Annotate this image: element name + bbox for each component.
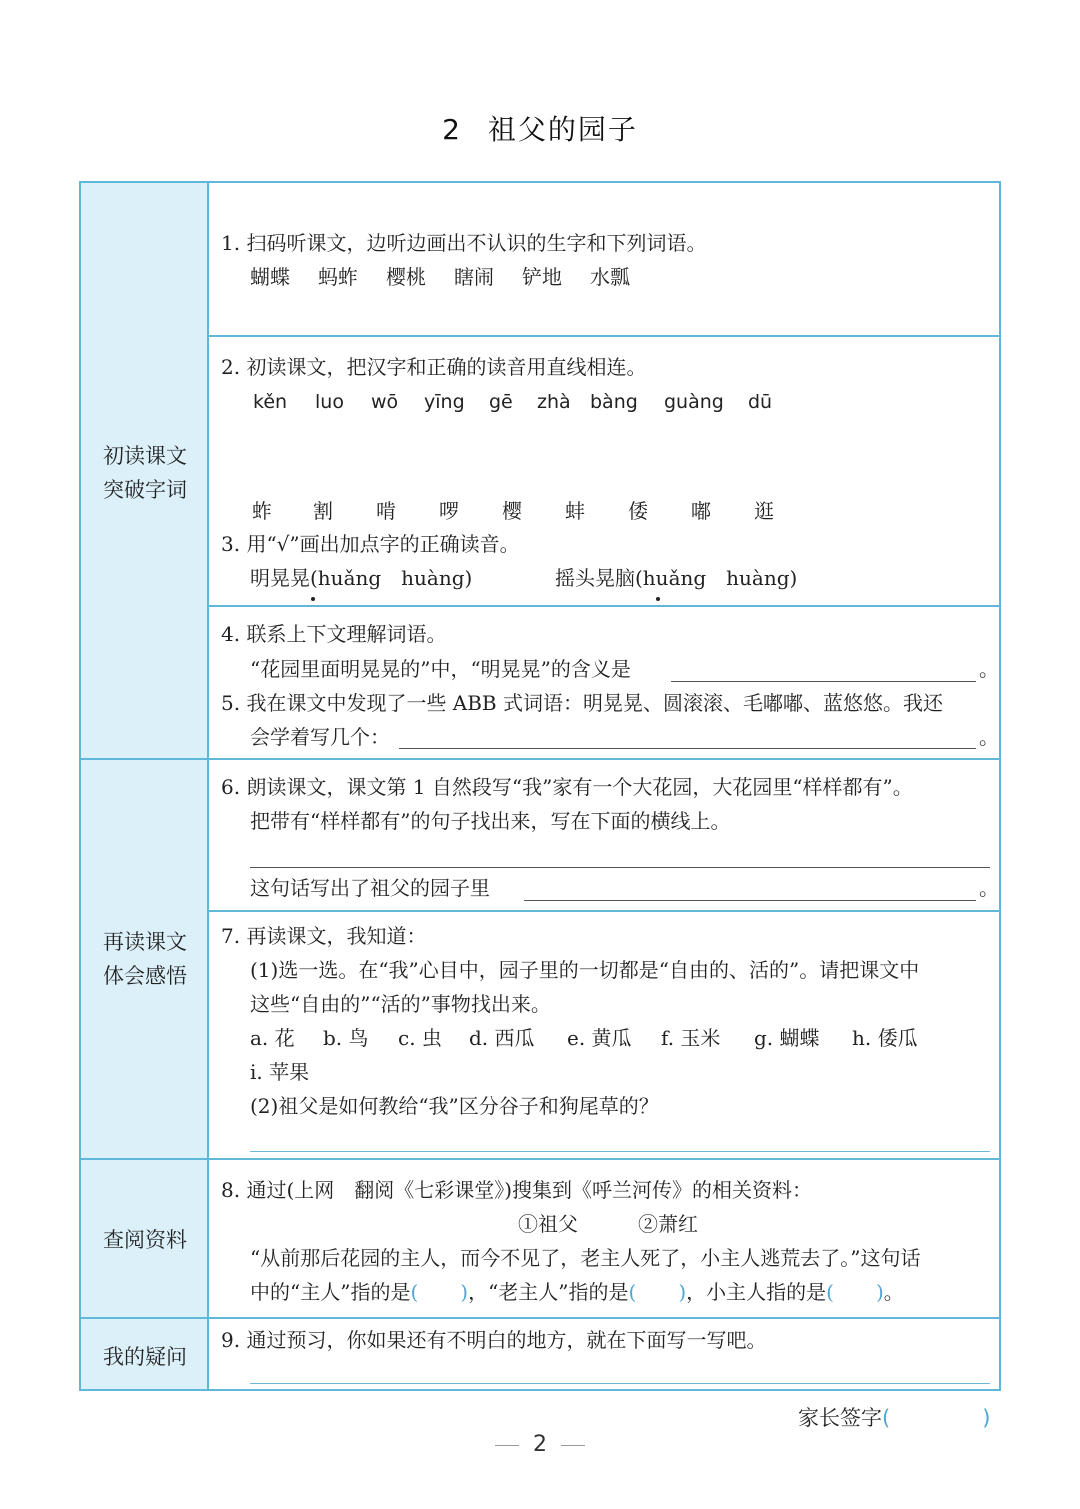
- q7-option: b. 鸟: [323, 1026, 369, 1050]
- q8-choices: ①祖父 ②萧红: [518, 1212, 698, 1236]
- q9-answer-line[interactable]: [250, 1383, 990, 1384]
- q7-option: g. 蝴蝶: [754, 1026, 820, 1050]
- q7-answer-line[interactable]: [250, 1151, 990, 1152]
- question-1: 1. 扫码听课文，边听边画出不认识的生字和下列词语。: [221, 231, 707, 255]
- lesson-number: 2: [442, 113, 462, 146]
- q2-pinyin: bàng: [590, 391, 638, 413]
- q7-option: i. 苹果: [250, 1060, 310, 1084]
- q6-line3: 这句话写出了祖父的园子里: [250, 876, 490, 900]
- q3-item: 明晃晃(huǎng huàng): [250, 566, 473, 590]
- question-7: 7. 再读课文，我知道：: [221, 924, 427, 948]
- question-4: 4. 联系上下文理解词语。: [221, 622, 447, 646]
- section-label-second-reading: 再读课文 体会感悟: [103, 930, 187, 988]
- q3-item: 摇头晃脑(huǎng huàng): [555, 566, 798, 590]
- q1-word: 樱桃: [386, 265, 426, 289]
- q5-answer-line[interactable]: [399, 748, 976, 749]
- divider: [81, 1158, 999, 1160]
- q2-pinyin: kěn: [253, 391, 288, 413]
- question-5: 5. 我在课文中发现了一些 ABB 式词语：明晃晃、圆滚滚、毛嘟嘟、蓝悠悠。我还: [221, 691, 943, 715]
- q6-answer-line-2[interactable]: [524, 900, 976, 901]
- divider: [81, 1317, 999, 1319]
- q4-answer-line[interactable]: [671, 681, 976, 682]
- q1-word: 蝴蝶: [250, 265, 290, 289]
- q2-pinyin: wō: [371, 391, 399, 413]
- q6-line2: 把带有“样样都有”的句子找出来，写在下面的横线上。: [250, 809, 731, 833]
- answer-paren-close: ): [875, 1280, 884, 1304]
- divider: [209, 335, 999, 337]
- emphasis-dot: [656, 597, 660, 601]
- question-8: 8. 通过(上网 翻阅《七彩课堂》)搜集到《呼兰河传》的相关资料：: [221, 1178, 813, 1202]
- q2-char: 啰: [439, 499, 459, 523]
- answer-paren-close: ): [678, 1280, 687, 1304]
- q2-pinyin: guàng: [664, 391, 724, 413]
- q7-option: c. 虫: [398, 1026, 442, 1050]
- q2-pinyin: yīng: [424, 391, 465, 413]
- q7-part1-cont: 这些“自由的”“活的”事物找出来。: [250, 992, 551, 1016]
- q1-word: 水瓢: [590, 265, 630, 289]
- q2-char: 樱: [502, 499, 522, 523]
- parent-signature: 家长签字( ): [798, 1406, 991, 1430]
- q2-char: 割: [313, 499, 333, 523]
- q8-ask: 中的“主人”指的是( )，“老主人”指的是( )，小主人指的是( )。: [250, 1280, 904, 1304]
- page-number: 2: [0, 1432, 1080, 1457]
- q2-pinyin: luo: [315, 391, 344, 413]
- q2-pinyin: zhà: [537, 391, 571, 413]
- question-6: 6. 朗读课文，课文第 1 自然段写“我”家有一个大花园，大花园里“样样都有”。: [221, 775, 913, 799]
- q4-prompt: “花园里面明晃晃的”中，“明晃晃”的含义是: [250, 657, 631, 681]
- q2-char: 蚌: [565, 499, 585, 523]
- q2-char: 逛: [754, 499, 774, 523]
- question-3: 3. 用“√”画出加点字的正确读音。: [221, 532, 520, 556]
- answer-paren-open: (: [628, 1280, 637, 1304]
- divider: [209, 910, 999, 912]
- q2-char: 蚱: [252, 499, 272, 523]
- answer-paren-close: ): [460, 1280, 469, 1304]
- q1-word: 铲地: [522, 265, 562, 289]
- section-label-questions: 我的疑问: [103, 1345, 187, 1369]
- q2-pinyin: gē: [489, 391, 513, 413]
- q7-option: f. 玉米: [661, 1026, 721, 1050]
- question-2: 2. 初读课文，把汉字和正确的读音用直线相连。: [221, 355, 647, 379]
- q2-char: 嘟: [691, 499, 711, 523]
- q6-answer-line[interactable]: [250, 867, 990, 868]
- dash-left: [495, 1445, 519, 1446]
- question-9: 9. 通过预习，你如果还有不明白的地方，就在下面写一写吧。: [221, 1328, 767, 1352]
- q7-part2: (2)祖父是如何教给“我”区分谷子和狗尾草的？: [250, 1094, 659, 1118]
- q6-end: 。: [979, 876, 999, 900]
- q2-char: 倭: [628, 499, 648, 523]
- divider: [209, 605, 999, 607]
- q2-char: 啃: [376, 499, 396, 523]
- q4-end: 。: [979, 657, 999, 681]
- answer-paren-open: (: [826, 1280, 834, 1304]
- answer-paren-open: (: [410, 1280, 419, 1304]
- q2-pinyin: dū: [748, 391, 773, 413]
- q8-quote: “从前那后花园的主人，而今不见了，老主人死了，小主人逃荒去了。”这句话: [250, 1246, 921, 1270]
- section-sidebar: [81, 183, 209, 1389]
- section-label-research: 查阅资料: [103, 1228, 187, 1252]
- page-title: [0, 108, 1080, 148]
- q7-option: d. 西瓜: [469, 1026, 535, 1050]
- lesson-title: 祖父的园子: [487, 113, 638, 146]
- q1-word: 蚂蚱: [318, 265, 358, 289]
- q5-prompt: 会学着写几个：: [250, 725, 390, 749]
- q7-part1: (1)选一选。在“我”心目中，园子里的一切都是“自由的、活的”。请把课文中: [250, 958, 920, 982]
- dash-right: [561, 1445, 585, 1446]
- q7-option: a. 花: [250, 1026, 295, 1050]
- worksheet-table: [79, 181, 1001, 1391]
- divider: [81, 758, 999, 760]
- q7-option: h. 倭瓜: [852, 1026, 918, 1050]
- emphasis-dot: [311, 597, 315, 601]
- q1-word: 瞎闹: [454, 265, 494, 289]
- q5-end: 。: [979, 725, 999, 749]
- section-label-first-reading: 初读课文 突破字词: [103, 444, 187, 502]
- q7-option: e. 黄瓜: [567, 1026, 632, 1050]
